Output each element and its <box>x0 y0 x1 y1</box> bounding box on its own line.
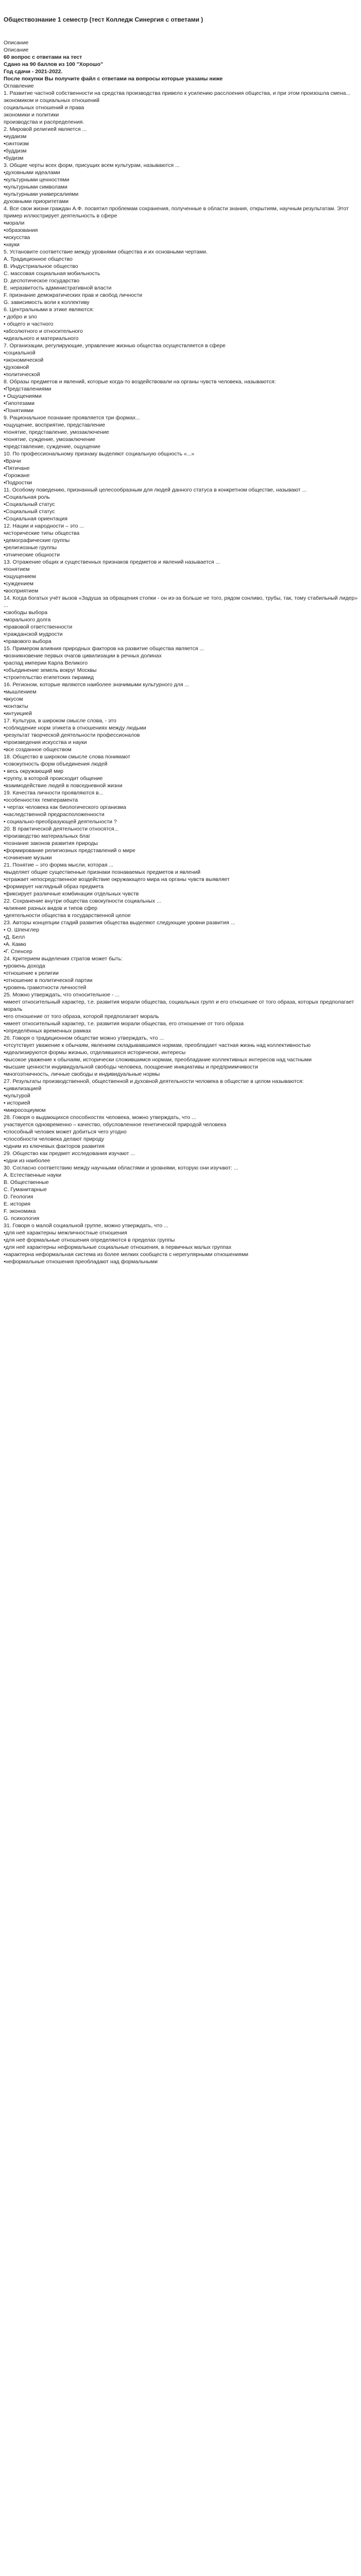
text-line: духовными приоритетами <box>4 198 69 205</box>
text-line: 24. Критерием выделения стратов может быть: <box>4 956 123 962</box>
text-line: социальных отношений и права <box>4 105 84 111</box>
text-line: 23. Авторы концепции стадий развития общества выделяют следующие уровни развития ... <box>4 920 235 926</box>
text-line: C. массовая социальная мобильность <box>4 270 100 277</box>
text-line: •абсолютного и относительного <box>4 328 83 334</box>
text-line: •произведения искусства и науки <box>4 739 87 745</box>
text-line: 27. Результаты производственной, общественной и духовной деятельности человека в обществе в целом называются: <box>4 1078 304 1084</box>
text-line: •группу, в которой происходит общение <box>4 775 103 782</box>
text-line: •А. Камю <box>4 941 26 947</box>
text-line: •для неё характерны неформальные социальные отношения, в первичных малых группах <box>4 1244 232 1250</box>
text-line: 25. Можно утверждать, что относительное - ... <box>4 992 120 998</box>
text-line: •объединение земель вокруг Москвы <box>4 667 97 673</box>
text-line: •отношение в политической партии <box>4 977 93 984</box>
text-line: •свободы выбора <box>4 609 48 616</box>
text-line: F. экономика <box>4 1208 36 1214</box>
text-line: •Гипотезами <box>4 400 35 406</box>
text-line: Сдано на 90 баллов из 100 "Хорошо" <box>4 61 104 67</box>
text-line: Оглавление <box>4 83 34 89</box>
text-line: •взаимодействие людей в повседневной жизни <box>4 783 123 789</box>
text-line: •уровень дохода <box>4 963 45 969</box>
text-line: •для неё формальные отношения определяются в пределах группы <box>4 1237 175 1243</box>
text-line: 9. Рациональное познание проявляется три формах... <box>4 415 140 421</box>
text-line: производства и распределения. <box>4 119 84 125</box>
text-line: •его отношение от того образа, которой предполагает мораль <box>4 1013 159 1020</box>
text-line: •способности человека делают природу <box>4 1136 105 1142</box>
text-line: • О. Шпенглер <box>4 927 39 933</box>
text-line: •суждением <box>4 581 34 587</box>
text-line: •фиксирует различные комбинации отдельных чувств <box>4 891 139 897</box>
text-line: •неформальные отношения преобладают над формальными <box>4 1259 158 1265</box>
text-line: •Пятичане <box>4 465 30 471</box>
text-line: F. признание демократических прав и свобод личности <box>4 292 143 298</box>
text-line: •Понятиями <box>4 408 33 414</box>
text-line: • добро и зло <box>4 314 37 320</box>
text-line: 7. Организации, регулирующие, управление жизнью общества осуществляется в сфере <box>4 343 226 349</box>
text-line: •будизм <box>4 155 24 161</box>
text-line: •контакты <box>4 703 28 709</box>
text-line: экономики и политики <box>4 112 59 118</box>
text-line: •формирование религиозных представлений о мире <box>4 848 135 854</box>
text-line: •для неё характерны межличностные отношения <box>4 1230 127 1236</box>
text-line: 60 вопрос с ответами на тест <box>4 54 82 60</box>
text-line: •культурными ценностями <box>4 177 70 183</box>
text-line: 30. Согласно соответствию между научными областями и уровнями, которую они изучают: ... <box>4 1165 238 1171</box>
text-line: Описание <box>4 40 29 46</box>
text-line: •выделяет общие существенные признаки познаваемых предметов и явлений <box>4 869 201 875</box>
text-line: •возникновение первых очагов цивилизации в речных долинах <box>4 653 162 659</box>
text-line: •распад империи Карла Великого <box>4 660 88 666</box>
text-line: 14. Когда богатых учёт вызов «Задуша за обращения стопки - он из-за больше не того, рядом сонливо, трубы, так, тому стабильный лидер» ... <box>4 595 359 608</box>
text-line: •искусства <box>4 234 30 241</box>
text-line: •высокое уважение к обычаям, исторически сложившимся нормам, преобладание коллективных интересов над частными <box>4 1057 312 1063</box>
text-line: •этнические общности <box>4 552 60 558</box>
text-line: •Подростки <box>4 480 32 486</box>
text-line: •иудаизм <box>4 133 27 140</box>
text-line: 11. Особому поведению, признанный целесообразным для людей данного статуса в конкретном обществе, называют ... <box>4 487 307 493</box>
text-line: •представление, суждение, ощущение <box>4 444 101 450</box>
text-line: •синтоизм <box>4 141 29 147</box>
text-line: G. психология <box>4 1215 40 1222</box>
text-line: После покупки Вы получите файл с ответами на вопросы которые указаны ниже <box>4 76 223 82</box>
text-line: A. Естественные науки <box>4 1172 61 1178</box>
text-line: •понятием <box>4 566 30 572</box>
text-line: E. история <box>4 1201 30 1207</box>
document-title: Обществознание 1 семестр (тест Колледж Синергия с ответами ) <box>4 16 203 23</box>
text-line: •гражданской мудрости <box>4 631 63 637</box>
text-line: •исторические типы общества <box>4 530 80 536</box>
text-line: 2. Мировой религией является ... <box>4 126 87 132</box>
document <box>0 0 361 1273</box>
text-line: •имеет относительный характер, т.е. развития морали общества, его отношение от того образа <box>4 1021 244 1027</box>
text-line: •отсутствует уважение к обычаям, явлениям складывавшимся нормам, преобладает частная жизнь над коллективностью <box>4 1042 311 1048</box>
text-line: •морали <box>4 220 25 226</box>
text-line: 8. Образы предметов и явлений, которые когда-то воздействовали на органы чувств человека, называются: <box>4 379 276 385</box>
text-line: 15. Примером влияния природных факторов на развитие общества является ... <box>4 646 204 652</box>
text-line: 18. Общество в широком смысле слова понимают <box>4 754 130 760</box>
text-line: •буддизм <box>4 148 27 154</box>
text-line: 1. Развитие частной собственности на средства производства привело к усилению расслоения общества, и при этом произошла смена... <box>4 90 351 96</box>
text-line: •понятие, суждение, умозаключение <box>4 436 96 443</box>
text-line: B. Индустриальное общество <box>4 263 78 269</box>
text-line: •строительство египетских пирамид <box>4 674 94 681</box>
text-line: •Врачи <box>4 458 21 464</box>
text-line: E. неразвитость административной власти <box>4 285 112 291</box>
text-line: 10. По профессиональному признаку выделяют социальную общность «...» <box>4 451 195 457</box>
text-line: •культурой <box>4 1093 30 1099</box>
text-line: •результат творческой деятельности профессионалов <box>4 732 140 738</box>
text-line: •производство материальных благ <box>4 833 91 839</box>
text-line: •идеального и материального <box>4 335 79 342</box>
text-line: •правового выбора <box>4 638 51 645</box>
text-line: •Г. Спенсер <box>4 948 32 955</box>
text-line: •мышлением <box>4 689 37 695</box>
text-line: •культурными универсалиями <box>4 191 79 197</box>
text-line: 26. Говоря о традиционном обществе можно утверждать, что ... <box>4 1035 164 1041</box>
text-line: •высшие ценности индивидуальной свободы человека, поощрение инициативы и предприимчивости <box>4 1064 258 1070</box>
text-line: •наследственной предрасположенности <box>4 811 105 818</box>
text-line: •понятие, представление, умозаключение <box>4 429 109 435</box>
text-line: • историей <box>4 1100 30 1106</box>
text-line: 22. Сохранение внутри общества совокупности социальных ... <box>4 898 161 904</box>
text-line: •цивилизацией <box>4 1086 42 1092</box>
text-line: •познание законов развития природы <box>4 840 98 846</box>
text-line: •отражает непосредственное воздействие окружающего мира на органы чувств выявляет <box>4 876 230 883</box>
text-line: •Социальная ориентация <box>4 516 67 522</box>
text-line: •интуицией <box>4 710 32 717</box>
text-line: •демографические группы <box>4 537 70 544</box>
text-line: •способный человек может добиться чего угодно <box>4 1129 127 1135</box>
text-line: •Социальный статус <box>4 501 55 507</box>
text-line: 31. Говоря о малой социальной группе, можно утверждать, что ... <box>4 1223 168 1229</box>
text-line: •Д. Белл <box>4 934 25 940</box>
text-line: 16. Регионом, которые являются наиболее значимыми культурного для ... <box>4 682 190 688</box>
text-line: •характерна неформальная система из более мелких сообществ с нерегулярными отношениями <box>4 1251 249 1258</box>
text-line: 4. Все свои жизни граждан А.Ф. посвятил проблемам сохранения, полученные в области знания, открытиям, научным результатам. Этот пример иллюстрирует деятельность в сфере <box>4 206 350 219</box>
text-line: 3. Общие черты всех форм, присущих всем культурам, называются ... <box>4 162 180 168</box>
text-line: • чертах человека как биологического организма <box>4 804 126 810</box>
text-line: •восприятием <box>4 588 39 594</box>
text-line: Описание <box>4 47 29 53</box>
text-line: •идеализируются формы жизнью, отделившихся исторически, интересы <box>4 1049 186 1056</box>
text-line: •формирует наглядный образ предмета <box>4 884 104 890</box>
text-line: 17. Культура, в широком смысле слова, - это <box>4 718 116 724</box>
text-line: •религиозные группы <box>4 545 57 551</box>
text-line: экономиком и социальных отношений <box>4 97 99 104</box>
text-line: 28. Говоря о выдающихся способностях человека, можно утверждать, что ... <box>4 1114 196 1121</box>
text-line: 12. Нации и народности – это ... <box>4 523 84 529</box>
text-line: •духовными идеалами <box>4 170 60 176</box>
text-line: •деятельности общества в государственной целое <box>4 912 131 919</box>
text-line: •вкусом <box>4 696 23 702</box>
text-line: • общего и частного <box>4 321 54 327</box>
text-line: •одним из ключевых факторов развития <box>4 1143 105 1149</box>
text-line: •науки <box>4 242 20 248</box>
text-line: 6. Центральными в этике являются: <box>4 307 94 313</box>
text-line: •соблюдение норм этикета в отношениях между людьми <box>4 725 146 731</box>
text-line: C. Гуманитарные <box>4 1187 47 1193</box>
text-line: 19. Качества личности проявляются в... <box>4 790 104 796</box>
text-line: •совокупность форм объединения людей <box>4 761 108 767</box>
text-line: A. Традиционное общество <box>4 256 73 262</box>
text-line: • Ощущениями <box>4 393 42 399</box>
text-line: •отношение к религии <box>4 970 59 976</box>
text-line: 21. Понятие – это форма мысли, которая ... <box>4 862 114 868</box>
text-line: G. зависимость воли к коллективу <box>4 299 90 306</box>
text-line: •образования <box>4 227 38 233</box>
text-line: •социальной <box>4 350 36 356</box>
text-line: •духовной <box>4 364 29 370</box>
text-line: D. деспотическое государство <box>4 278 80 284</box>
text-line: •Горожане <box>4 472 30 479</box>
text-line: 13. Отражение общих и существенных признаков предметов и явлений называется ... <box>4 559 220 565</box>
text-line: 20. В практической деятельности относятся... <box>4 826 119 832</box>
text-line: •уровень грамотности личностей <box>4 985 87 991</box>
text-line: •микросоциумом <box>4 1107 46 1113</box>
text-line: •Социальная роль <box>4 494 50 500</box>
text-line: •особенностях темперамента <box>4 797 78 803</box>
text-line: Год сдачи - 2021-2022. <box>4 69 63 75</box>
text-line: •правовой ответственности <box>4 624 73 630</box>
text-line: •политической <box>4 371 40 378</box>
text-line: •экономической <box>4 357 44 363</box>
text-line: •имеет относительный характер, т.е. развития морали общества, социальных групп и его отношение от того образа, которых предполагает мораль <box>4 999 356 1012</box>
text-line: •ощущением <box>4 573 36 580</box>
text-line: D. Геология <box>4 1194 33 1200</box>
text-line: B. Общественные <box>4 1179 49 1185</box>
text-line: •ощущение, восприятие, представление <box>4 422 106 428</box>
text-line: •определённых временных рамках <box>4 1028 91 1034</box>
text-line: •Представлениями <box>4 386 51 392</box>
text-line: •сочинение музыки <box>4 855 52 861</box>
text-line: •влияние разных видов и типов сфер <box>4 905 97 911</box>
text-line: • весь окружающий мир <box>4 768 64 774</box>
document-body <box>4 39 358 1265</box>
text-line: •одни из наиболее <box>4 1158 50 1164</box>
text-line: •Социальный статус <box>4 509 55 515</box>
text-line: •культурными символами <box>4 184 67 190</box>
text-line: участвуется одновременно – качество, обусловленное генетической природой человека <box>4 1122 227 1128</box>
text-line: 29. Общество как предмет исследования изучают ... <box>4 1150 135 1157</box>
text-line: •многоэтничность, личные свободы и индивидуальные нормы <box>4 1071 160 1077</box>
text-line: • социально-преобразующей деятельности ? <box>4 819 117 825</box>
text-line: •морального долга <box>4 617 51 623</box>
text-line: 5. Установите соответствие между уровнями общества и их основными чертами. <box>4 249 208 255</box>
text-line: •все созданное обществом <box>4 747 72 753</box>
